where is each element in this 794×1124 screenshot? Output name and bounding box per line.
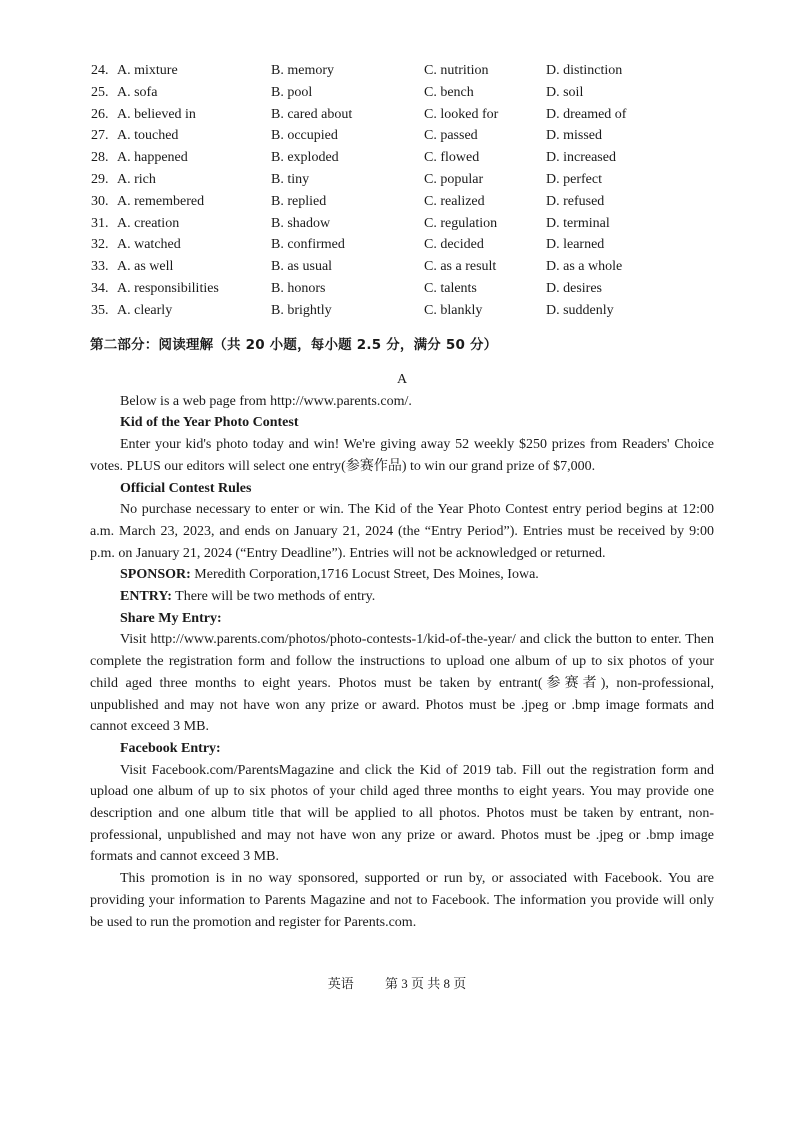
option-b: B. memory (271, 63, 334, 78)
question-row (91, 104, 711, 126)
section-heading: 第二部分：阅读理解（共 20 小题，每小题 2.5 分，满分 50 分） (90, 337, 498, 353)
question-row (91, 191, 711, 213)
option-d: D. suddenly (546, 302, 614, 318)
option-a: A. believed in (117, 106, 196, 122)
facebook-entry-heading: Facebook Entry: (120, 740, 221, 756)
question-row (91, 256, 711, 278)
question-number: 25. (91, 84, 109, 100)
question-row (91, 213, 711, 235)
option-c: C. nutrition (424, 63, 489, 78)
question-row (91, 60, 711, 82)
option-c: C. popular (424, 171, 484, 187)
option-d: D. perfect (546, 171, 602, 187)
passage-label: A (396, 372, 408, 387)
option-d: D. missed (546, 128, 602, 144)
entry-line (90, 586, 714, 608)
question-number: 34. (91, 280, 109, 296)
option-b: B. replied (271, 193, 327, 209)
option-d: D. desires (546, 280, 602, 296)
option-a: A. creation (117, 215, 180, 231)
option-b: B. honors (271, 280, 326, 296)
question-number: 35. (91, 302, 109, 318)
option-d: D. terminal (546, 215, 610, 231)
question-number: 33. (91, 259, 109, 275)
option-c: C. bench (424, 84, 474, 100)
question-row (91, 169, 711, 191)
question-number: 27. (91, 128, 109, 144)
option-c: C. passed (424, 128, 478, 144)
option-b: B. occupied (271, 128, 338, 144)
footer-subject: 英语 (327, 976, 354, 991)
question-number: 29. (91, 171, 109, 187)
reading-passage-a (90, 369, 714, 933)
cloze-options-list (91, 60, 711, 322)
option-c: C. blankly (424, 302, 483, 318)
option-d: D. learned (546, 237, 605, 253)
entry-label: ENTRY: (120, 589, 172, 605)
option-c: C. regulation (424, 215, 498, 231)
option-b: B. as usual (271, 259, 333, 275)
facebook-entry-paragraph: Visit Facebook.com/ParentsMagazine and click the Kid of 2019 tab. Fill out the registration form and upload one album of up to six photos of your child aged three months to eight years. You may provide one description and one album title that will be applied to all photos. Photos must be taken by entrant, non-professional, unpublished and may not have won any prize or award. Photos must be .jpeg or .bmp image formats and cannot exceed 3 MB. (90, 762, 714, 865)
question-row (91, 125, 711, 147)
question-number: 31. (91, 215, 109, 231)
option-a: A. sofa (117, 84, 158, 100)
option-d: D. increased (546, 150, 616, 166)
question-row (91, 300, 711, 322)
rules-heading: Official Contest Rules (120, 480, 252, 496)
option-d: D. as a whole (546, 259, 623, 275)
option-c: C. looked for (424, 106, 499, 122)
sponsor-label: SPONSOR: (120, 567, 191, 583)
option-a: A. watched (117, 237, 181, 253)
option-c: C. flowed (424, 150, 480, 166)
option-b: B. exploded (271, 150, 339, 166)
question-number: 28. (91, 150, 109, 166)
option-b: B. pool (271, 84, 313, 100)
sponsor-line (90, 564, 714, 586)
question-number: 26. (91, 106, 109, 122)
contest-description: Enter your kid's photo today and win! We're giving away 52 weekly $250 prizes from Readers' Choice votes. PLUS our editors will select one entry(参赛作品) to win our grand prize of $7,000. (90, 437, 714, 474)
sponsor-text: Meredith Corporation,1716 Locust Street, Des Moines, Iowa. (190, 567, 539, 583)
option-a: A. as well (117, 259, 174, 275)
option-d: D. dreamed of (546, 106, 627, 122)
option-c: C. decided (424, 237, 484, 253)
disclaimer-paragraph: This promotion is in no way sponsored, supported or run by, or associated with Facebook. You are providing your information to Parents Magazine and not to Facebook. The information you provide will only be used to run the promotion and register for Parents.com. (90, 871, 714, 930)
option-b: B. brightly (271, 302, 332, 318)
option-a: A. touched (117, 128, 179, 144)
question-row (91, 147, 711, 169)
share-entry-heading: Share My Entry: (120, 610, 222, 626)
option-d: D. soil (546, 84, 584, 100)
option-a: A. responsibilities (117, 280, 219, 296)
question-row (91, 278, 711, 300)
rules-paragraph: No purchase necessary to enter or win. The Kid of the Year Photo Contest entry period begins at 12:00 a.m. March 23, 2023, and ends on January 21, 2024 (the “Entry Period”). Entries must be received by 9:00 p.m. on January 21, 2024 (“Entry Deadline”). Entries will not be acknowledged or returned. (90, 502, 714, 561)
question-number: 32. (91, 237, 109, 253)
question-number: 24. (91, 63, 109, 78)
share-entry-paragraph: Visit http://www.parents.com/photos/photo-contests-1/kid-of-the-year/ and click the button to enter. Then complete the registration form and follow the instructions to upload one album of up to six photos of your child aged three months to eight years. Photos must be taken by entrant(参赛者), non-professional, unpublished and may not have won any prize or award. Photos must be .jpeg or .bmp image formats and cannot exceed 3 MB. (90, 632, 714, 735)
footer-page-number: 第 3 页 共 8 页 (385, 976, 467, 991)
option-c: C. realized (424, 193, 485, 209)
option-b: B. shadow (271, 215, 331, 231)
page-footer (0, 973, 794, 992)
option-c: C. talents (424, 280, 477, 296)
entry-text: There will be two methods of entry. (171, 589, 376, 605)
question-number: 30. (91, 193, 109, 209)
option-d: D. distinction (546, 63, 623, 78)
contest-title: Kid of the Year Photo Contest (120, 415, 299, 431)
option-a: A. happened (117, 150, 188, 166)
passage-intro: Below is a web page from http://www.parents.com/. (120, 393, 412, 409)
option-a: A. mixture (117, 63, 178, 78)
option-d: D. refused (546, 193, 605, 209)
option-b: B. confirmed (271, 237, 345, 253)
option-a: A. clearly (117, 302, 173, 318)
option-b: B. cared about (271, 106, 353, 122)
option-a: A. remembered (117, 193, 205, 209)
question-row (91, 82, 711, 104)
option-a: A. rich (117, 171, 156, 187)
option-c: C. as a result (424, 259, 497, 275)
option-b: B. tiny (271, 171, 310, 187)
question-row (91, 234, 711, 256)
